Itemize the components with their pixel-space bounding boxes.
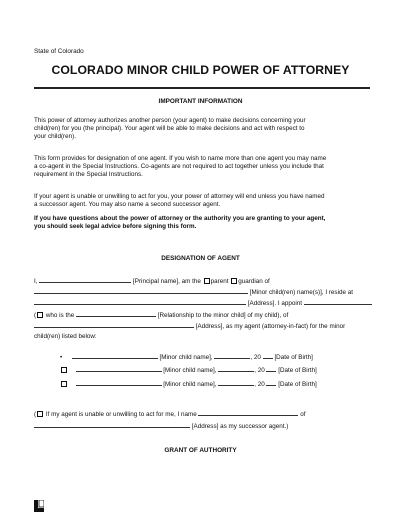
agent-address-label: [Address], as my agent (attorney-in-fact) for the minor: [195, 323, 346, 330]
child-year-field[interactable]: [263, 353, 273, 359]
minor-names-field[interactable]: [34, 288, 248, 294]
paragraph-line: child(ren) for you (the principal). Your agent will be able to make decisions and act with respect to: [34, 125, 305, 133]
guardian-label: guardian of: [238, 278, 270, 285]
child-dob-label: [Date of Birth]: [274, 354, 313, 361]
child-dob-label: [Date of Birth]: [278, 367, 317, 374]
child-name-field[interactable]: [72, 353, 158, 359]
paragraph-line: This form provides for designation of one agent. If you wish to name more than one agent you may name: [34, 155, 327, 162]
successor-label: If my agent is unable or unwilling to act for me, I name: [45, 411, 197, 418]
child-year-prefix: , 20: [254, 367, 265, 374]
child-row-3: [60, 380, 317, 389]
child-dob-label: [Date of Birth]: [278, 381, 317, 388]
paren-open: (: [34, 312, 37, 319]
agent-name-field[interactable]: [304, 299, 372, 305]
paragraph-line: you should seek legal advice before signing this form.: [34, 223, 197, 231]
designation-line-1: [34, 277, 270, 286]
child-row-1: [60, 353, 313, 362]
child-year-field[interactable]: [266, 366, 276, 372]
paragraph-line: your child(ren).: [34, 133, 76, 141]
document-title: COLORADO MINOR CHILD POWER OF ATTORNEY: [51, 63, 350, 77]
designation-line-6: child(ren) listed below:: [34, 333, 97, 340]
important-information-heading: IMPORTANT INFORMATION: [158, 98, 243, 105]
child-name-field[interactable]: [76, 366, 162, 372]
who-is-the-label: who is the: [45, 312, 75, 319]
i-prefix: I,: [34, 278, 38, 285]
agent-address-field[interactable]: [34, 322, 194, 328]
child-name-field[interactable]: [76, 380, 162, 386]
child-dob-field[interactable]: [218, 366, 254, 372]
child-row-2: [60, 366, 317, 375]
child-checkbox[interactable]: [61, 367, 67, 373]
address-appoint-label: [Address]. I appoint: [247, 300, 303, 307]
child-dob-field[interactable]: [214, 353, 250, 359]
child-name-label: [Minor child name],: [163, 367, 217, 374]
minor-names-label: [Minor child(ren) name(s)], I reside at: [249, 289, 353, 296]
important-paragraph-3: [34, 193, 374, 209]
child-year-prefix: , 20: [250, 354, 261, 361]
designation-line-5: [34, 322, 345, 331]
principal-name-field[interactable]: [39, 277, 131, 283]
paragraph-line: If you have questions about the power of attorney or the authority you are granting to your agent,: [34, 215, 326, 222]
child-year-field[interactable]: [266, 380, 276, 386]
important-paragraph-1: [34, 117, 374, 142]
successor-of-label: of: [300, 411, 306, 418]
paragraph-line: a co-agent in the Special Instructions. Co-agents are not required to act together unless you include that: [34, 163, 324, 171]
title-rule: [34, 87, 370, 89]
parent-label: parent: [210, 278, 229, 285]
successor-address-field[interactable]: [34, 422, 190, 428]
paragraph-line: requirement in the Special Instructions.: [34, 171, 143, 179]
guardian-checkbox[interactable]: [231, 278, 237, 284]
designation-line-3: [34, 299, 372, 308]
designation-line-4: [34, 311, 288, 320]
paragraph-line: If your agent is unable or unwilling to act for you, your power of attorney will end unless you have named: [34, 193, 325, 200]
successor-line-1: [34, 410, 305, 419]
principal-address-field[interactable]: [34, 299, 246, 305]
parent-checkbox[interactable]: [204, 278, 210, 284]
child-checkbox[interactable]: [61, 381, 67, 387]
paragraph-line: a successor agent. You may also name a second successor agent.: [34, 201, 221, 209]
important-paragraph-4: [34, 215, 374, 231]
paren-open: (: [34, 411, 37, 418]
child-year-prefix: , 20: [254, 381, 265, 388]
successor-checkbox[interactable]: [37, 411, 43, 417]
bullet-icon: •: [60, 354, 63, 361]
paragraph-line: This power of attorney authorizes another person (your agent) to make decisions concerning your: [34, 117, 306, 124]
successor-line-2: [34, 422, 288, 431]
grant-of-authority-heading: GRANT OF AUTHORITY: [164, 447, 237, 454]
child-dob-field[interactable]: [218, 380, 254, 386]
successor-address-label: [Address] as my successor agent.): [191, 423, 289, 430]
designation-of-agent-heading: DESIGNATION OF AGENT: [161, 255, 240, 262]
successor-name-field[interactable]: [198, 410, 298, 416]
important-paragraph-2: [34, 155, 374, 180]
designation-line-2: [34, 288, 353, 297]
document-logo-icon: [34, 500, 44, 512]
child-name-label: [Minor child name],: [163, 381, 217, 388]
child-name-label: [Minor child name],: [159, 354, 213, 361]
who-is-checkbox[interactable]: [37, 312, 43, 318]
state-label: State of Colorado: [34, 48, 84, 55]
relationship-label: [Relationship to the minor child] of my child), of: [157, 312, 289, 319]
relationship-field[interactable]: [76, 311, 156, 317]
principal-name-label: [Principal name], am the: [133, 278, 201, 285]
